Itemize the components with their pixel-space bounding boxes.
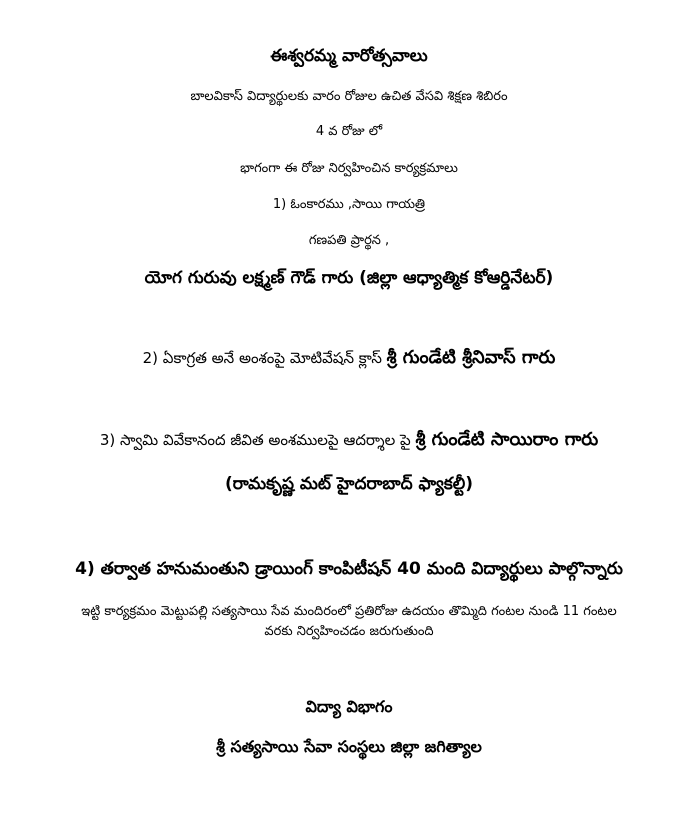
day-label: 4 వ రోజు లో xyxy=(315,124,383,139)
item-3-note: (రామకృష్ణ మట్ హైదరాబాద్ ఫ్యాకల్టీ) xyxy=(225,474,473,494)
document-subtitle: బాలవికాస్ విద్యార్థులకు వారం రోజుల ఉచిత వేసవి శిక్షణ శిబిరం xyxy=(190,89,508,104)
intro-text: భాగంగా ఈ రోజు నిర్వహించిన కార్యక్రమాలు xyxy=(240,161,458,176)
item-1: 1) ఓంకారము ,సాయి గాయత్రి xyxy=(272,197,426,212)
footer-organization: శ్రీ సత్యసాయి సేవా సంస్థలు జిల్లా జగిత్యాల xyxy=(216,737,482,756)
item-2 xyxy=(0,347,698,369)
item-3-name: శ్రీ గుండేటి సాయిరాం గారు xyxy=(415,429,599,450)
item-3 xyxy=(0,429,698,451)
note-line-1: ఇట్టి కార్యక్రమం మెట్టుపల్లి సత్యసాయి సేవ మందిరంలో ప్రతిరోజు ఉదయం తొమ్మిది గంటల నుండి 11 గంటల xyxy=(81,604,617,619)
item-2-prefix: 2) ఏకాగ్రత అనే అంశంపై మోటివేషన్ క్లాస్ xyxy=(142,349,382,367)
item-4: 4) తర్వాత హనుమంతుని డ్రాయింగ్ కాంపిటీషన్ 40 మంది విద్యార్థులు పాల్గొన్నారు xyxy=(75,559,623,579)
document-title: ఈశ్వరమ్మ వారోత్సవాలు xyxy=(270,46,428,66)
item-2-name: శ్రీ గుండేటి శ్రీనివాస్ గారు xyxy=(386,347,556,368)
note-line-2: వరకు నిర్వహించడం జరుగుతుంది xyxy=(264,624,434,639)
item-1-b: గణపతి ప్రార్థన , xyxy=(308,233,390,248)
footer-department: విద్యా విభాగం xyxy=(305,697,393,716)
item-1-c: యోగ గురువు లక్ష్మణ్ గౌడ్ గారు (జిల్లా ఆధ్యాత్మిక కోఆర్డినేటర్) xyxy=(144,268,554,288)
item-3-prefix: 3) స్వామి వివేకానంద జీవిత అంశములపై ఆదర్శాల పై xyxy=(99,431,411,449)
